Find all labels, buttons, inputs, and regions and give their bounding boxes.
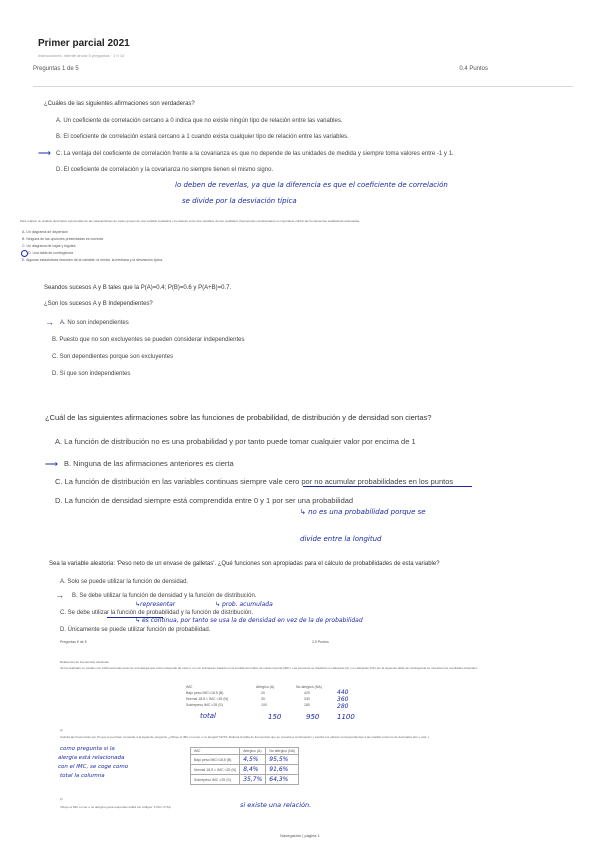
hand-arrow-icon: ↳ bbox=[135, 601, 141, 608]
page-title: Primer parcial 2021 bbox=[38, 38, 130, 49]
handwritten-note-text: es continua, por tanto se usa la de densidad en vez de la de probabilidad bbox=[141, 617, 363, 624]
table-cell: 420 bbox=[304, 691, 310, 695]
q4-option-a[interactable]: A. Solo se puede utilizar la función de densidad. bbox=[60, 579, 189, 585]
q5-pre: Relaciones de frecuencias absolutas bbox=[60, 660, 109, 664]
q1-question: ¿Cuáles de las siguientes afirmaciones son verdaderas? bbox=[44, 101, 195, 107]
hand-arrow-icon: ⟶ bbox=[45, 459, 58, 469]
q5-progress: Preguntas 5 de 5 bbox=[60, 640, 87, 644]
handwritten-total: 440 bbox=[337, 689, 349, 696]
mini-option-d[interactable]: D. Una tabla de contingencia bbox=[28, 251, 73, 255]
handwritten-note bbox=[215, 601, 273, 608]
q-intro-small: Para realizar un análisis descriptivo aproximado de las características de varios grupos de una variable cualitativa y la relación entre dos variables de tipo cualitativo (frecuencias condicionales) es importante utilizar las herramientas estadísticas adecuadas. bbox=[20, 219, 361, 223]
handwritten-answer: si existe una relación. bbox=[240, 801, 312, 809]
table-input[interactable]: 64,3% bbox=[266, 775, 299, 785]
question-progress: Preguntas 1 de 5 bbox=[33, 66, 79, 72]
handwritten-total: 1100 bbox=[337, 713, 355, 721]
hand-arrow-icon: → bbox=[45, 317, 54, 327]
q3-question: ¿Cuál de las siguientes afirmaciones sobre las funciones de probabilidad, de distribución y de densidad son ciertas? bbox=[45, 413, 432, 422]
handwritten-note bbox=[300, 508, 426, 516]
part-b-label: b) bbox=[60, 797, 63, 801]
hand-arrow-icon: ⟶ bbox=[38, 148, 51, 158]
table-input[interactable]: 4,5% bbox=[240, 755, 266, 765]
handwritten-note bbox=[135, 617, 363, 624]
table-cell: 330 bbox=[304, 697, 310, 701]
table-header: No alérgico (NA) bbox=[296, 685, 322, 689]
handwritten-note: lo deben de reverlas, ya que la diferencia es que el coeficiente de correlación bbox=[175, 181, 448, 189]
mini-option-a[interactable]: A. Un diagrama de dispersión bbox=[22, 230, 69, 234]
handwritten-side-note: total la columna bbox=[60, 773, 105, 779]
table-header: No alérgico (NA) bbox=[266, 748, 299, 755]
q2-option-b[interactable]: B. Puesto que no son excluyentes se pueden considerar independientes bbox=[52, 337, 245, 343]
q2-option-d[interactable]: D. Si que son independientes bbox=[52, 371, 131, 377]
q4-option-d[interactable]: D. Únicamente se puede utilizar función de probabilidad. bbox=[60, 627, 211, 633]
q1-option-d[interactable]: D. El coeficiente de correlación y la covarianza no siempre tienen el mismo signo. bbox=[56, 167, 274, 173]
table-cell: Normal 18,5 < IMC <25 (N) bbox=[191, 765, 240, 775]
handwritten-note-text: representar bbox=[140, 601, 176, 608]
q4-option-b[interactable]: B. Se debe utilizar la función de densidad y la función de distribución. bbox=[72, 593, 257, 599]
hand-arrow-icon: ↳ bbox=[215, 601, 222, 608]
table-cell: Sobrepeso IMC >25 (S) bbox=[186, 703, 223, 707]
handwritten-note: divide entre la longitud bbox=[300, 535, 382, 543]
handwritten-note-text: no es una probabilidad porque se bbox=[308, 508, 426, 516]
handwritten-note bbox=[135, 601, 175, 608]
q1-option-c[interactable]: C. La ventaja del coeficiente de correlación frente a la covarianza es que no depende de las unidades de medida y siempre toma valores entre -1 y 1. bbox=[56, 151, 454, 157]
handwritten-total: 150 bbox=[268, 713, 282, 721]
hand-arrow-icon: → bbox=[55, 590, 64, 600]
frequency-table bbox=[190, 747, 299, 785]
table-header: IMC bbox=[186, 685, 193, 689]
q3-option-b[interactable]: B. Ninguna de las afirmaciones anteriores es cierta bbox=[64, 459, 234, 468]
page-footer: Navegación | página 1 bbox=[280, 833, 320, 838]
table-cell: Normal 18,5 < IMC <25 (N) bbox=[186, 697, 229, 701]
q2-question: ¿Son los sucesos A y B Independientes? bbox=[44, 301, 153, 307]
part-b-text: Influye el IMC en ser o no alérgico (para responder utiliza los códigos: 1=NO; 2=SI). bbox=[60, 805, 172, 809]
handwritten-total: 950 bbox=[306, 713, 320, 721]
table-cell: Sobrepeso IMC >25 (S) bbox=[191, 775, 240, 785]
handwritten-total: 280 bbox=[337, 703, 349, 710]
q1-option-a[interactable]: A. Un coeficiente de correlación cercano a 0 indica que no existe ningún tipo de relación entre las variables. bbox=[56, 118, 343, 124]
q2-option-c[interactable]: C. Son dependientes porque son excluyentes bbox=[52, 354, 174, 360]
part-a-text: Calcula las frecuencias (en %) que te permiten contestar a la siguiente pregunta: ¿Influye el IMC en tener o no alergia? NOTA: Rellena la tabla de frecuencias que se muestra a continuación y escribe los valores correspondientes a las casillas (número de decimales dos y usar ,) bbox=[60, 735, 430, 739]
q5-points: 2.5 Puntos bbox=[312, 640, 329, 644]
q2-intro: Seandos sucesos A y B tales que la P(A)=0.4; P(B)=0.6 y P(A+B)=0.7. bbox=[44, 285, 232, 291]
hand-arrow-icon: ↳ bbox=[300, 508, 309, 516]
table-input[interactable]: 91,6% bbox=[266, 765, 299, 775]
exam-subtitle: Instrucciones: Intente ahora 5 preguntas · 1 h 14 bbox=[38, 53, 125, 58]
hand-arrow-icon: ↳ bbox=[135, 617, 142, 624]
q2-option-a[interactable]: A. No son independientes bbox=[60, 320, 129, 326]
table-header: Alérgico (A) bbox=[240, 748, 266, 755]
handwritten-note: se divide por la desviación típica bbox=[182, 197, 297, 205]
table-input[interactable]: 35,7% bbox=[240, 775, 266, 785]
table-cell: 100 bbox=[261, 703, 267, 707]
handwritten-total-label: total bbox=[200, 712, 217, 720]
mini-option-c[interactable]: C. Un diagrama de cajas y bigotes bbox=[22, 244, 76, 248]
q1-option-b[interactable]: B. El coeficiente de correlación estará cercano a 1 cuando exista cualquier tipo de relación entre las variables. bbox=[56, 134, 349, 140]
divider bbox=[33, 86, 573, 87]
question-points: 0.4 Puntos bbox=[459, 66, 488, 72]
table-cell: 20 bbox=[261, 691, 265, 695]
table-input[interactable]: 8,4% bbox=[240, 765, 266, 775]
handwritten-side-note: con el IMC, se coge como bbox=[58, 764, 129, 770]
table-cell: Bajo peso IMC<18,5 (B) bbox=[186, 691, 224, 695]
hand-underline bbox=[303, 486, 472, 487]
handwritten-side-note: alergia está relacionada bbox=[58, 755, 125, 761]
handwritten-side-note: como pregunta si la bbox=[60, 746, 115, 752]
q4-option-c[interactable]: C. Se debe utilizar la función de probabilidad y la función de distribución. bbox=[60, 610, 254, 616]
selected-radio-icon[interactable] bbox=[21, 250, 28, 257]
part-a-label: a) bbox=[60, 728, 63, 732]
handwritten-note-text: prob. acumulada bbox=[221, 601, 273, 608]
mini-option-b[interactable]: B. Ninguna de las opciones presentadas es correcta bbox=[22, 237, 104, 241]
handwritten-total: 360 bbox=[337, 696, 349, 703]
q3-option-a[interactable]: A. La función de distribución no es una probabilidad y por tanto puede tomar cualquier valor por encima de 1 bbox=[55, 437, 416, 446]
mini-option-e[interactable]: E. Algunas estadísticas resumen de la variable: la media, la mediana y la desviación típica. bbox=[22, 258, 164, 262]
q4-question: Sea la variable aleatoria: 'Peso neto de un envase de galletas'. ¿Qué funciones son apropiadas para el cálculo de probabilidades de esta variable? bbox=[49, 561, 440, 567]
table-header: IMC bbox=[191, 748, 240, 755]
table-input[interactable]: 95,5% bbox=[266, 755, 299, 765]
q3-option-c[interactable]: C. La función de distribución en las variables continuas siempre vale cero por no acumular probabilidades en los puntos bbox=[55, 477, 454, 486]
table-cell: 180 bbox=[304, 703, 310, 707]
q5-text: Se ha realizado un estudio con 1100 personas para ver si la alergia que sufren depende de estar o no con sobrepeso basado en la medida del índice de masa corporal (IMC). Las personas se clasifican en alérgicas (A) y no alérgicas (NA). En la siguiente tabla de contingencia se muestran los resultados obtenidos: bbox=[60, 666, 478, 670]
table-cell: 30 bbox=[261, 697, 265, 701]
table-cell: Bajo peso IMC<18,5 (B) bbox=[191, 755, 240, 765]
q3-option-d[interactable]: D. La función de densidad siempre está comprendida entre 0 y 1 por ser una probabilidad bbox=[55, 496, 354, 505]
table-header: Alérgico (A) bbox=[256, 685, 275, 689]
